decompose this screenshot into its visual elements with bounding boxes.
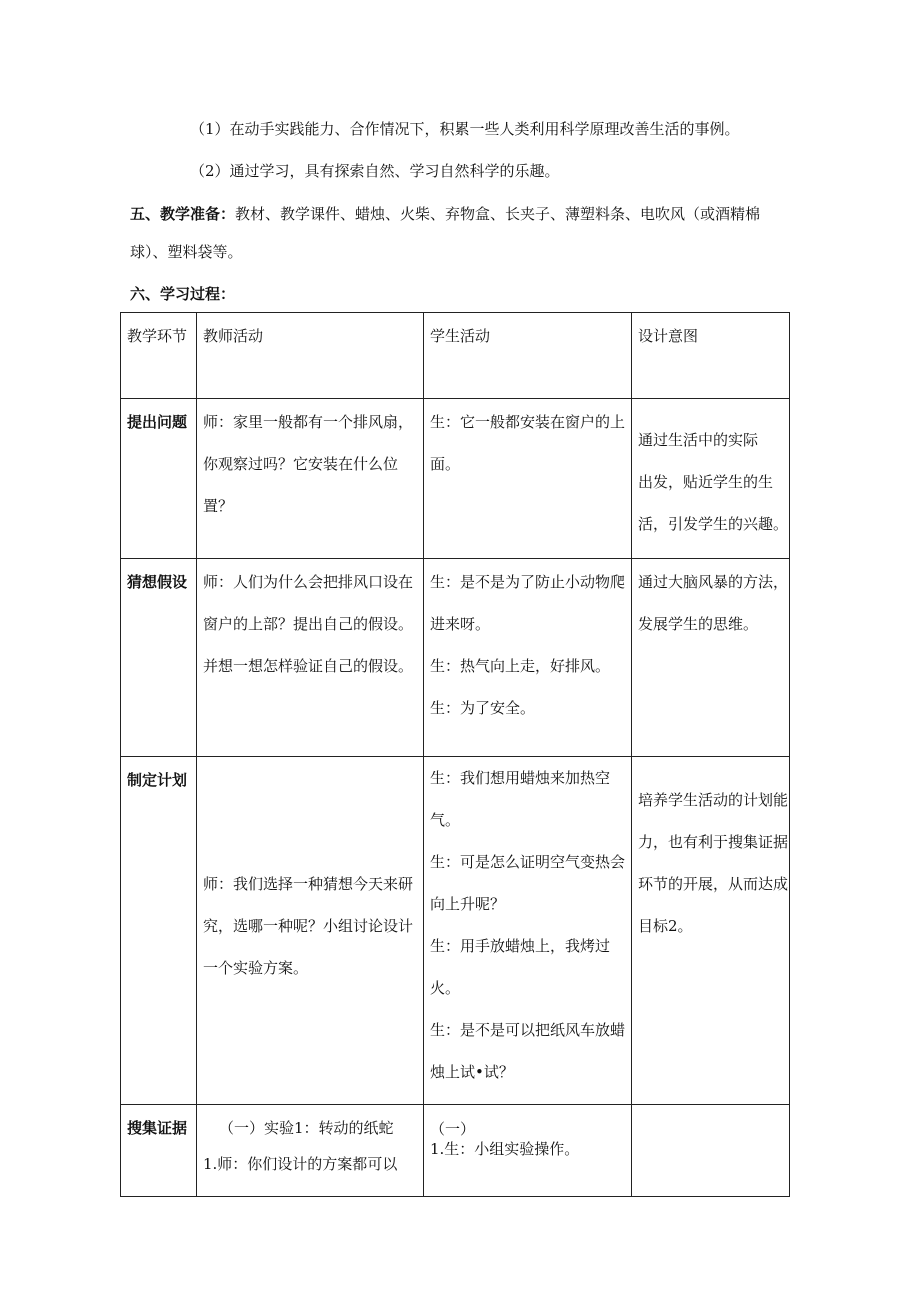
student-text: 生：用手放蜡烛上，我烤过火。 bbox=[430, 937, 611, 997]
stage-cell bbox=[121, 757, 197, 1105]
student-text: （一） bbox=[430, 1120, 476, 1138]
teacher-text: 师：我们选择一种猜想今天来研究，选哪一种呢？小组讨论设计一个实验方案。 bbox=[203, 875, 414, 977]
teacher-text: （一）实验1：转动的纸蛇 bbox=[219, 1119, 394, 1137]
prep-line-1 bbox=[130, 203, 760, 224]
header-intent bbox=[632, 313, 790, 399]
header-teacher-label: 教师活动 bbox=[203, 327, 264, 345]
student-text: 生：是不是为了防止小动物爬进来呀。 bbox=[430, 573, 626, 633]
table-row bbox=[121, 559, 790, 757]
student-text: 1.生：小组实验操作。 bbox=[430, 1140, 580, 1158]
teacher-cell bbox=[197, 399, 424, 559]
header-intent-label: 设计意图 bbox=[638, 327, 699, 345]
intent-text: 出发，贴近学生的生活，引发学生的兴趣。 bbox=[638, 473, 789, 533]
intent-cell bbox=[632, 1105, 790, 1197]
student-text: 生：是不是可以把纸风车放蜡烛上试•试？ bbox=[430, 1021, 626, 1081]
student-cell bbox=[424, 559, 632, 757]
stage-cell bbox=[121, 559, 197, 757]
objective-1: （1）在动手实践能力、合作情况下，积累一些人类利用科学原理改善生活的事例。 bbox=[190, 120, 740, 138]
intent-cell bbox=[632, 399, 790, 559]
header-student bbox=[424, 313, 632, 399]
intent-cell bbox=[632, 757, 790, 1105]
table-header-row bbox=[121, 313, 790, 399]
prep-line-2: 球）、塑料袋等。 bbox=[130, 243, 243, 261]
stage-label: 制定计划 bbox=[127, 771, 188, 789]
teacher-cell bbox=[197, 559, 424, 757]
process-heading: 六、学习过程： bbox=[130, 285, 236, 303]
teacher-cell bbox=[197, 757, 424, 1105]
header-student-label: 学生活动 bbox=[430, 327, 491, 345]
process-table bbox=[120, 312, 790, 1197]
student-text: 生：为了安全。 bbox=[430, 699, 536, 717]
teacher-cell bbox=[197, 1105, 424, 1197]
student-text: 生：我们想用蜡烛来加热空气。 bbox=[430, 769, 611, 829]
student-text: 生：热气向上走，好排风。 bbox=[430, 657, 611, 675]
teacher-text: 1.师：你们设计的方案都可以 bbox=[203, 1155, 398, 1173]
stage-label: 搜集证据 bbox=[127, 1119, 188, 1137]
stage-label: 猜想假设 bbox=[127, 573, 188, 591]
objective-2: （2）通过学习，具有探索自然、学习自然科学的乐趣。 bbox=[190, 162, 560, 180]
stage-label: 提出问题 bbox=[127, 413, 188, 431]
table-row bbox=[121, 1105, 790, 1197]
header-stage bbox=[121, 313, 197, 399]
intent-text: 通过大脑风暴的方法，发展学生的思维。 bbox=[638, 573, 789, 633]
teacher-text: 师：家里一般都有一个排风扇，你观察过吗？它安装在什么位置？ bbox=[203, 413, 414, 515]
student-cell bbox=[424, 399, 632, 559]
intent-text: 培养学生活动的计划能力，也有利于搜集证据环节的开展，从而达成目标2。 bbox=[638, 791, 789, 935]
stage-cell bbox=[121, 1105, 197, 1197]
header-stage-label: 教学环节 bbox=[127, 327, 188, 345]
student-text: 生：可是怎么证明空气变热会向上升呢？ bbox=[430, 853, 626, 913]
prep-label: 五、教学准备： bbox=[130, 205, 236, 223]
table-row bbox=[121, 757, 790, 1105]
student-cell bbox=[424, 757, 632, 1105]
teacher-text: 师：人们为什么会把排风口设在窗户的上部？提出自己的假设。并想一想怎样验证自己的假设。 bbox=[203, 573, 414, 675]
table-row bbox=[121, 399, 790, 559]
stage-cell bbox=[121, 399, 197, 559]
header-teacher bbox=[197, 313, 424, 399]
intent-text: 通过生活中的实际 bbox=[638, 431, 759, 449]
student-cell bbox=[424, 1105, 632, 1197]
student-text: 生：它一般都安装在窗户的上面。 bbox=[430, 413, 626, 473]
prep-text-1: 教材、教学课件、蜡烛、火柴、弃物盒、长夹子、薄塑料条、电吹风（或酒精棉 bbox=[235, 205, 761, 223]
intent-cell bbox=[632, 559, 790, 757]
